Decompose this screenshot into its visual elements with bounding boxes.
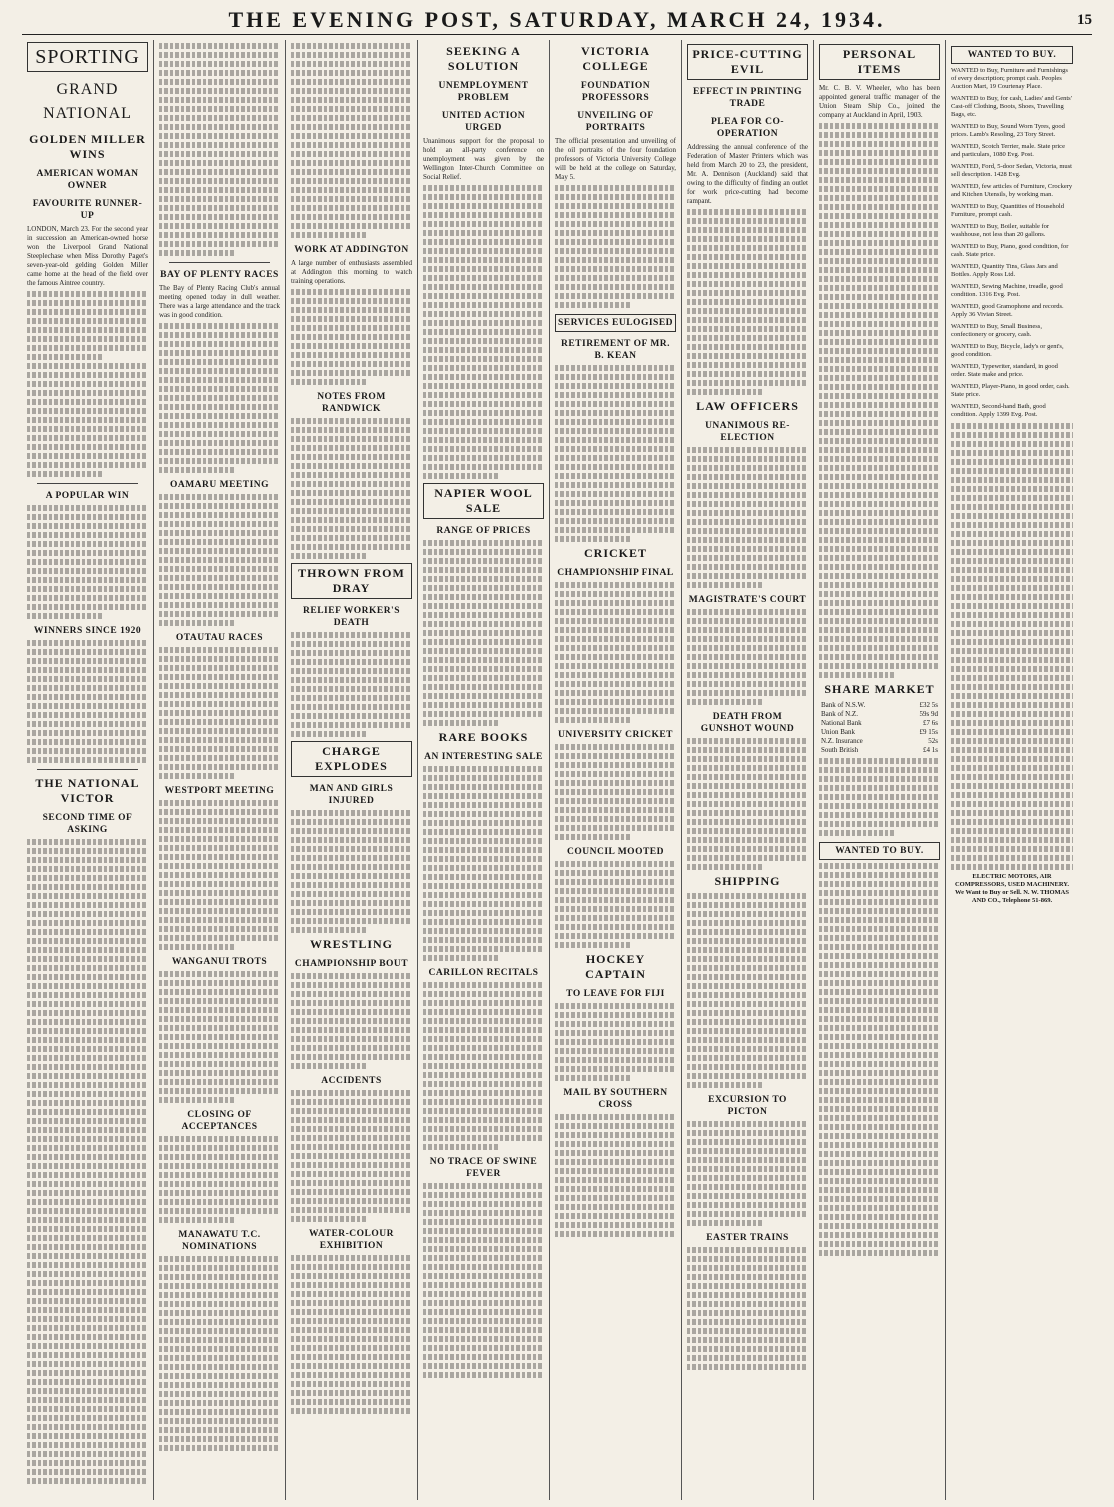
headline: BAY OF PLENTY RACES <box>160 270 279 280</box>
headline: WATER-COLOUR EXHIBITION <box>309 1229 394 1251</box>
headline: ACCIDENTS <box>321 1076 382 1086</box>
classified-ad: WANTED to Buy, Small Business, confectionery or grocery, cash. <box>951 323 1042 338</box>
text-filler <box>27 839 148 1484</box>
article-text: Addressing the annual conference of the Federation of Master Printers which was held from March 20 to 23, the president, Mr. A. Dennison (Auckland) said that owing to the difficulty of finding an outlet for work price-cutting had become rampant. <box>687 143 808 205</box>
headline: TO LEAVE FOR FIJI <box>566 989 665 999</box>
text-filler <box>291 289 412 385</box>
text-filler <box>687 209 808 395</box>
share-market-table <box>821 701 938 755</box>
headline: THROWN FROM DRAY <box>291 563 412 599</box>
headline: RELIEF WORKER'S DEATH <box>303 606 400 628</box>
headline: WANTED TO BUY. <box>951 46 1073 64</box>
table-filler <box>687 893 808 1088</box>
headline: WRESTLING <box>309 937 394 951</box>
headline: WORK AT ADDINGTON <box>294 245 409 255</box>
market-row: N.Z. Insurance 52s <box>821 737 938 745</box>
column-news-b <box>418 40 550 1500</box>
headline: RARE BOOKS <box>438 730 529 744</box>
text-filler <box>687 1247 808 1370</box>
headline: EXCURSION TO PICTON <box>708 1095 787 1117</box>
text-filler <box>819 123 940 678</box>
text-filler <box>423 540 544 726</box>
classified-ad: WANTED, Typewriter, standard, in good order. State make and price. <box>951 363 1058 378</box>
text-filler <box>687 447 808 588</box>
article-text: Mr. C. B. V. Wheeler, who has been appointed general traffic manager of the Union Steam Ship Co., joined the company at Auckland in April, 1903. <box>819 84 940 119</box>
headline: EFFECT IN PRINTING TRADE <box>692 87 803 109</box>
headline: UNIVERSITY CRICKET <box>557 730 674 740</box>
headline: NOTES FROM RANDWICK <box>317 392 386 414</box>
text-filler <box>687 738 808 870</box>
classifieds-filler <box>819 863 940 1256</box>
headline: GRAND NATIONAL <box>43 81 132 122</box>
headline: WESTPORT MEETING <box>164 786 275 796</box>
text-filler <box>555 582 676 723</box>
column-racing <box>154 40 286 1500</box>
headline: FOUNDATION PROFESSORS <box>580 81 651 103</box>
text-filler <box>555 185 676 308</box>
headline: COUNCIL MOOTED <box>567 847 664 857</box>
headline: MAGISTRATE'S COURT <box>688 595 807 605</box>
text-filler <box>819 758 940 836</box>
article-text: A large number of enthusiasts assembled at Addington this morning to watch training operations. <box>291 259 412 285</box>
headline: CRICKET <box>583 546 647 560</box>
text-filler <box>555 1114 676 1237</box>
headline: UNVEILING OF PORTRAITS <box>577 111 654 133</box>
headline: NAPIER WOOL SALE <box>423 483 544 519</box>
column-personal <box>814 40 946 1500</box>
market-row: South British £4 1s <box>821 746 938 754</box>
column-news-a <box>286 40 418 1500</box>
column-sporting <box>22 40 154 1500</box>
text-filler <box>159 1136 280 1223</box>
headline: OAMARU MEETING <box>169 480 270 490</box>
headline: AN INTERESTING SALE <box>424 752 543 762</box>
article-text: The Bay of Plenty Racing Club's annual meeting opened today in dull weather. There was a large attendance and the track was in good condition. <box>159 284 280 319</box>
text-filler <box>555 744 676 840</box>
classified-ad: WANTED to Buy, Furniture and Furnishings of every description; prompt cash. Peoples Auction Mart, 19 Courtenay Place. <box>951 67 1068 90</box>
text-filler <box>159 494 280 626</box>
text-filler <box>423 982 544 1150</box>
classifieds-filler <box>951 423 1073 870</box>
classified-ad: WANTED, good Gramophone and records. Apply 36 Vivian Street. <box>951 303 1064 318</box>
text-filler <box>555 1003 676 1081</box>
text-filler <box>159 647 280 779</box>
headline: NO TRACE OF SWINE FEVER <box>429 1157 538 1179</box>
headline: CHAMPIONSHIP BOUT <box>294 959 409 969</box>
classified-ad: WANTED, Ford, 5-door Sedan, Victoria, must sell description. 1428 Evg. <box>951 163 1072 178</box>
headline: SERVICES EULOGISED <box>555 314 676 332</box>
article-text: Unanimous support for the proposal to hold an all-party conference on unemployment was given by the Wellington Inter-Church Committee on Social Relief. <box>423 137 544 181</box>
classified-ad: WANTED to Buy, for cash, Ladies' and Gents' Cast-off Clothing, Boots, Shoes, Travelling Bags, etc. <box>951 95 1072 118</box>
headline: A POPULAR WIN <box>45 491 130 501</box>
headline: SHARE MARKET <box>824 682 935 696</box>
column-classifieds <box>946 40 1078 1500</box>
headline: SPORTING <box>27 42 148 72</box>
headline: UNANIMOUS RE-ELECTION <box>705 421 790 443</box>
text-filler <box>291 43 412 238</box>
headline: AMERICAN WOMAN OWNER <box>36 169 139 191</box>
headline: OTAUTAU RACES <box>175 633 264 643</box>
text-filler <box>27 505 148 619</box>
headline: UNEMPLOYMENT PROBLEM <box>438 81 529 103</box>
masthead-title: THE EVENING POST, SATURDAY, MARCH 24, 1934. <box>228 7 886 32</box>
classified-ad: WANTED, Scotch Terrier, male. State price and particulars, 1080 Evg. Post. <box>951 143 1065 158</box>
text-filler <box>291 810 412 933</box>
headline: CLOSING OF ACCEPTANCES <box>181 1110 258 1132</box>
headline: SEEKING A SOLUTION <box>446 44 521 73</box>
masthead <box>22 6 1092 35</box>
market-row: Bank of N.S.W. £32 5s <box>821 701 938 709</box>
column-news-c <box>550 40 682 1500</box>
headline: SECOND TIME OF ASKING <box>42 813 133 835</box>
headline: RETIREMENT OF MR. B. KEAN <box>560 339 671 361</box>
text-filler <box>423 185 544 479</box>
classified-ad: WANTED to Buy, Piano, good condition, for cash. State price. <box>951 243 1069 258</box>
headline: HOCKEY CAPTAIN <box>585 952 646 981</box>
headline: EASTER TRAINS <box>706 1233 789 1243</box>
table-filler <box>27 640 148 763</box>
headline: SHIPPING <box>714 874 781 888</box>
article-text: The official presentation and unveiling of the oil portraits of the four foundation professors of Victoria University College will be held at the college on Saturday, May 5. <box>555 137 676 181</box>
headline: WANTED TO BUY. <box>819 842 940 860</box>
text-filler <box>687 1121 808 1226</box>
text-filler <box>159 971 280 1103</box>
text-filler <box>291 1090 412 1222</box>
column-news-d <box>682 40 814 1500</box>
classified-ad: WANTED, Quantity Tins, Glass Jars and Bottles. Apply Ross Ltd. <box>951 263 1058 278</box>
headline: PRICE-CUTTING EVIL <box>687 44 808 80</box>
headline: CARILLON RECITALS <box>428 968 539 978</box>
text-filler <box>291 1255 412 1414</box>
classified-ad: WANTED, few articles of Furniture, Crockery and Kitchen Utensils, by working man. <box>951 183 1073 198</box>
classified-ad: WANTED, Player-Piano, in good order, cash. State price. <box>951 383 1070 398</box>
market-row: Bank of N.Z. 59s 9d <box>821 710 938 718</box>
headline: MAN AND GIRLS INJURED <box>309 784 394 806</box>
text-filler <box>423 766 544 961</box>
text-filler <box>555 365 676 542</box>
page-number: 15 <box>1077 11 1092 28</box>
classified-ad: WANTED, Second-hand Bath, good condition. Apply 1399 Evg. Post. <box>951 403 1046 418</box>
headline: CHAMPIONSHIP FINAL <box>557 568 674 578</box>
text-filler <box>423 1183 544 1378</box>
headline: THE NATIONAL VICTOR <box>35 776 140 805</box>
text-filler <box>159 43 280 256</box>
columns <box>22 40 1094 1500</box>
text-filler <box>159 323 280 473</box>
classified-ad: WANTED to Buy, Bicycle, lady's or gent's, good condition. <box>951 343 1064 358</box>
classified-ad: ELECTRIC MOTORS, AIR COMPRESSORS, USED MACHINERY. We Want to Buy or Sell. N. W. THOMAS AND CO., Telephone 51-869. <box>954 873 1070 904</box>
text-filler <box>27 291 148 477</box>
headline: WANGANUI TROTS <box>171 957 268 967</box>
text-filler <box>291 632 412 737</box>
text-filler <box>159 1256 280 1451</box>
headline: PLEA FOR CO-OPERATION <box>710 117 785 139</box>
text-filler <box>159 800 280 950</box>
market-row: Union Bank £9 15s <box>821 728 938 736</box>
headline: GOLDEN MILLER WINS <box>29 132 146 161</box>
classified-ad: WANTED to Buy, Sound Worn Tyres, good prices. Lamb's Resoling, 23 Tory Street. <box>951 123 1065 138</box>
classified-ad: WANTED to Buy, Boiler, suitable for washhouse, not less than 20 gallons. <box>951 223 1050 238</box>
classified-ad: WANTED to Buy, Quantities of Household Furniture, prompt cash. <box>951 203 1064 218</box>
text-filler <box>291 973 412 1069</box>
headline: LAW OFFICERS <box>696 399 799 413</box>
text-filler <box>555 861 676 948</box>
article-text: LONDON, March 23. For the second year in succession an American-owned horse won the Liverpool Grand National Steeplechase when Miss Dorothy Paget's seven-year-old gelding Golden Miller came home at the head of the field over the famous Aintree country. <box>27 225 148 287</box>
text-filler <box>687 609 808 705</box>
headline: UNITED ACTION URGED <box>441 111 526 133</box>
headline: CHARGE EXPLODES <box>291 741 412 777</box>
market-row: National Bank £7 6s <box>821 719 938 727</box>
headline: RANGE OF PRICES <box>436 526 531 536</box>
headline: MAIL BY SOUTHERN CROSS <box>563 1088 668 1110</box>
headline: VICTORIA COLLEGE <box>580 44 651 73</box>
headline: DEATH FROM GUNSHOT WOUND <box>700 712 795 734</box>
headline: MANAWATU T.C. NOMINATIONS <box>178 1230 261 1252</box>
headline: FAVOURITE RUNNER-UP <box>32 199 143 221</box>
headline: WINNERS SINCE 1920 <box>33 626 142 636</box>
classified-ad: WANTED, Sewing Machine, treadle, good condition. 1316 Evg. Post. <box>951 283 1063 298</box>
text-filler <box>291 418 412 559</box>
headline: PERSONAL ITEMS <box>819 44 940 80</box>
